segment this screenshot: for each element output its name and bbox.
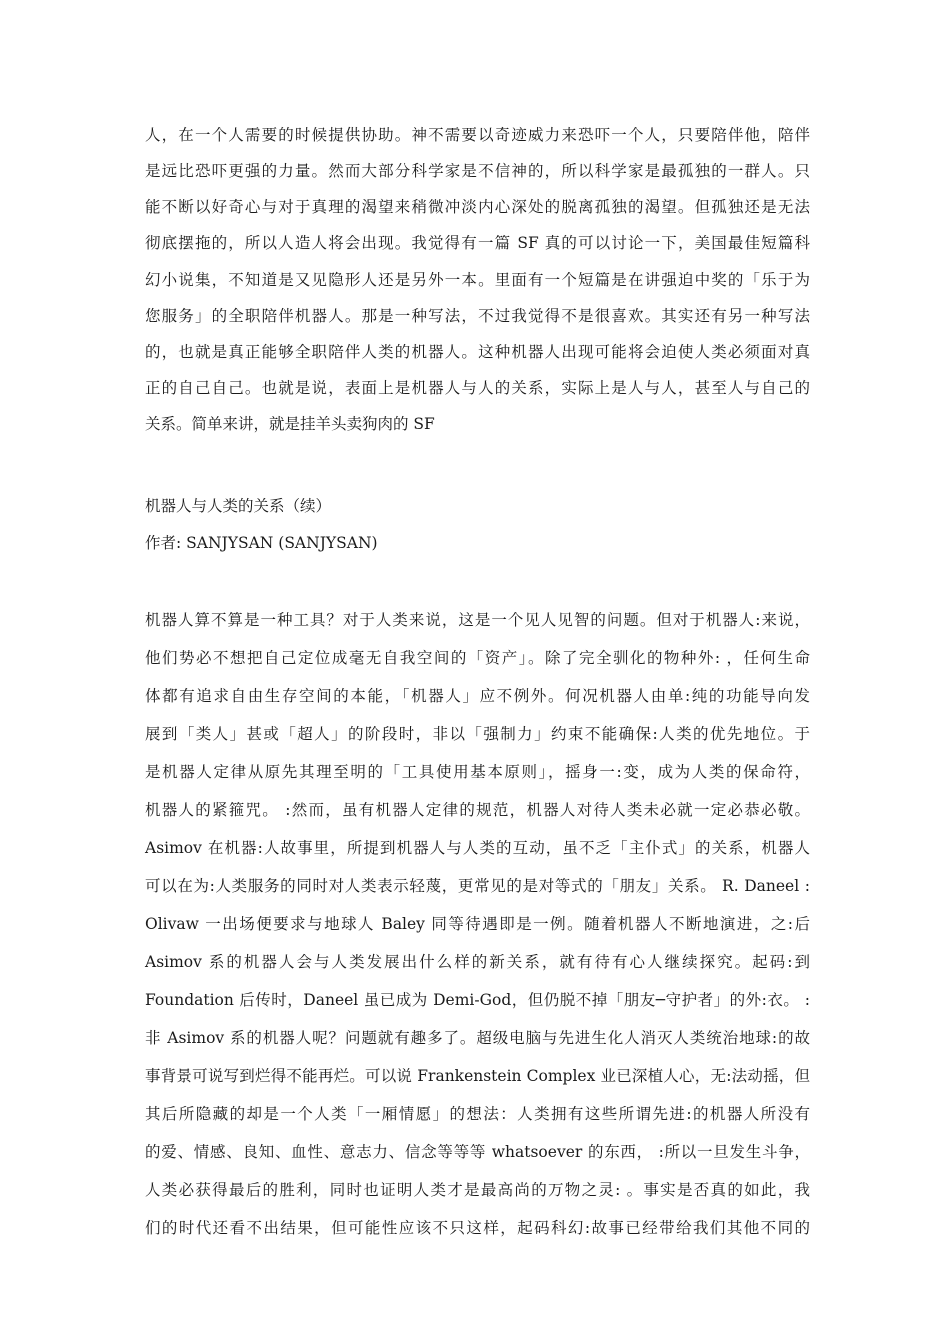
text-line: Asimov 系的机器人会与人类发展出什么样的新关系，就有待有心人继续探究。起码:到 [145, 953, 810, 971]
text-line: 幻小说集，不知道是又见隐形人还是另外一本。里面有一个短篇是在讲强迫中奖的「乐于为 [145, 271, 810, 289]
text-line: 的爱、情感、良知、血性、意志力、信念等等等 whatsoever 的东西， :所以一旦发生斗争， [145, 1143, 810, 1161]
text-line: 展到「类人」甚或「超人」的阶段时，非以「强制力」约束不能确保:人类的优先地位。于 [145, 725, 810, 743]
text-line: 是机器人定律从原先其理至明的「工具使用基本原则」，摇身一:变，成为人类的保命符， [145, 763, 810, 781]
text-line: Foundation 后传时，Daneel 虽已成为 Demi-God，但仍脱不掉「朋友─守护者」的外:衣。 : [145, 991, 810, 1009]
text-line: 彻底摆拖的，所以人造人将会出现。我觉得有一篇 SF 真的可以讨论一下，美国最佳短篇科 [145, 234, 810, 252]
text-line: 机器人的紧箍咒。 :然而，虽有机器人定律的规范，机器人对待人类未必就一定必恭必敬。 [145, 801, 810, 819]
text-line: 能不断以好奇心与对于真理的渴望来稍微冲淡内心深处的脱离孤独的渴望。但孤独还是无法 [145, 198, 810, 216]
text-line: 人类必获得最后的胜利，同时也证明人类才是最高尚的万物之灵: 。事实是否真的如此，我 [145, 1181, 810, 1199]
text-line: 人，在一个人需要的时候提供协助。神不需要以奇迹威力来恐吓一个人，只要陪伴他，陪伴 [145, 126, 810, 144]
text-line: 体都有追求自由生存空间的本能，「机器人」应不例外。何况机器人由单:纯的功能导向发 [145, 687, 810, 705]
text-line: 他们势必不想把自己定位成毫无自我空间的「资产」。除了完全驯化的物种外: ，任何生命 [145, 649, 810, 667]
text-line: 非 Asimov 系的机器人呢？问题就有趣多了。超级电脑与先进生化人消灭人类统治地球:的故 [145, 1029, 810, 1047]
text-line: 事背景可说写到烂得不能再烂。可以说 Frankenstein Complex 业已深植人心，无:法动摇，但 [145, 1067, 810, 1085]
text-line: 可以在为:人类服务的同时对人类表示轻蔑，更常见的是对等式的「朋友」关系。 R. Daneel : [145, 877, 810, 895]
article-title: 机器人与人类的关系（续） [145, 497, 332, 515]
text-line: 是远比恐吓更强的力量。然而大部分科学家是不信神的，所以科学家是最孤独的一群人。只 [145, 162, 810, 180]
text-line: 们的时代还看不出结果，但可能性应该不只这样，起码科幻:故事已经带给我们其他不同的 [145, 1219, 810, 1237]
text-line: 关系。简单来讲，就是挂羊头卖狗肉的 SF [145, 415, 435, 433]
text-line: 正的自己自己。也就是说，表面上是机器人与人的关系，实际上是人与人，甚至人与自己的 [145, 379, 810, 397]
text-line: 其后所隐藏的却是一个人类「一厢情愿」的想法：人类拥有这些所谓先进:的机器人所没有 [145, 1105, 810, 1123]
text-line: 机器人算不算是一种工具？对于人类来说，这是一个见人见智的问题。但对于机器人:来说， [145, 611, 810, 629]
text-line: Asimov 在机器:人故事里，所提到机器人与人类的互动，虽不乏「主仆式」的关系，机器人 [145, 839, 810, 857]
text-line: Olivaw 一出场便要求与地球人 Baley 同等待遇即是一例。随着机器人不断地演进，之:后 [145, 915, 810, 933]
text-line: 您服务」的全职陪伴机器人。那是一种写法，不过我觉得不是很喜欢。其实还有另一种写法 [145, 307, 810, 325]
author-line: 作者: SANJYSAN (SANJYSAN) [145, 534, 378, 552]
text-line: 的，也就是真正能够全职陪伴人类的机器人。这种机器人出现可能将会迫使人类必须面对真 [145, 343, 810, 361]
